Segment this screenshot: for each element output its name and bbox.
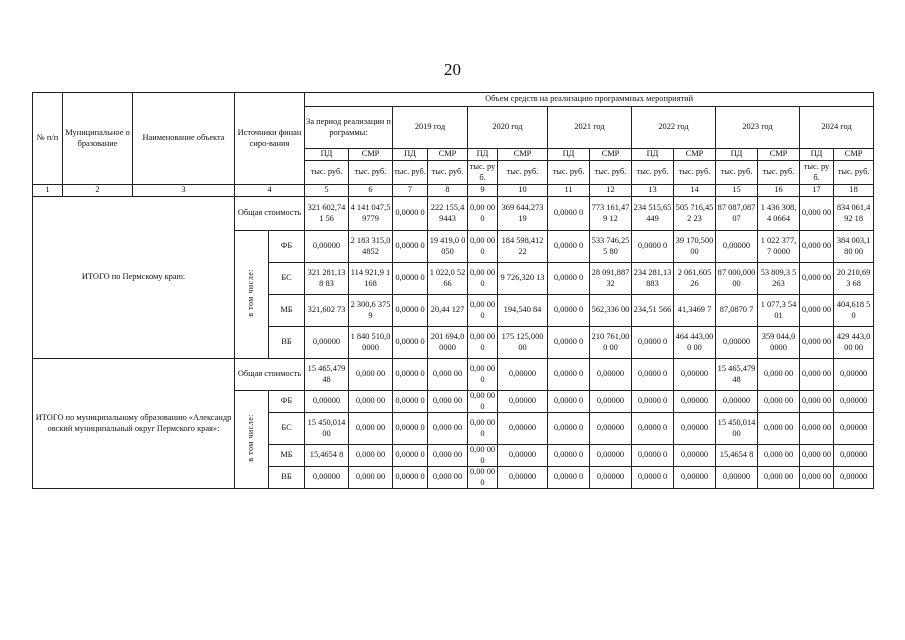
column-number: 7 [393, 185, 428, 197]
value-cell: 0,000 00 [758, 391, 800, 413]
value-cell: 0,00 000 [468, 295, 498, 327]
source-ВБ: ВБ [269, 467, 305, 489]
value-cell: 0,00000 [590, 467, 632, 489]
value-cell: 0,0000 0 [393, 359, 428, 391]
header-smr: СМР [428, 149, 468, 161]
value-cell: 19 419,0 0050 [428, 231, 468, 263]
column-number: 4 [235, 185, 305, 197]
value-cell: 429 443,000 00 [834, 327, 874, 359]
header-pd: ПД [716, 149, 758, 161]
header-smr: СМР [498, 149, 548, 161]
value-cell: 0,0000 0 [632, 359, 674, 391]
value-cell: 0,000 00 [800, 295, 834, 327]
value-cell: 0,0000 0 [393, 197, 428, 231]
value-cell: 0,000 00 [800, 327, 834, 359]
value-cell: 0,00000 [305, 467, 349, 489]
column-number: 11 [548, 185, 590, 197]
value-cell: 0,0000 0 [548, 231, 590, 263]
value-cell: 222 155,4 9443 [428, 197, 468, 231]
header-unit: тыс. руб. [590, 161, 632, 185]
table-row [33, 359, 874, 391]
value-cell: 0,00000 [716, 231, 758, 263]
value-cell: 1 022 377,7 0000 [758, 231, 800, 263]
value-cell: 773 161,479 12 [590, 197, 632, 231]
value-cell: 15,4654 8 [716, 445, 758, 467]
value-cell: 533 746,255 80 [590, 231, 632, 263]
value-cell: 15,4654 8 [305, 445, 349, 467]
value-cell: 384 003,180 00 [834, 231, 874, 263]
value-cell: 0,000 00 [349, 359, 393, 391]
value-cell: 0,00000 [716, 391, 758, 413]
value-cell: 834 061,492 18 [834, 197, 874, 231]
value-cell: 0,0000 0 [393, 231, 428, 263]
value-cell: 41,3469 7 [674, 295, 716, 327]
column-number: 1 [33, 185, 63, 197]
value-cell: 0,0000 0 [393, 445, 428, 467]
value-cell: 0,00000 [590, 391, 632, 413]
value-cell: 0,00 000 [468, 327, 498, 359]
value-cell: 321 602,741 56 [305, 197, 349, 231]
value-cell: 234 515,65 449 [632, 197, 674, 231]
value-cell: 0,00 000 [468, 231, 498, 263]
column-number: 12 [590, 185, 632, 197]
column-number: 18 [834, 185, 874, 197]
value-cell: 1 840 510,0 0000 [349, 327, 393, 359]
value-cell: 0,00000 [305, 391, 349, 413]
header-pd: ПД [305, 149, 349, 161]
value-cell: 0,00000 [498, 359, 548, 391]
value-cell: 0,00 000 [468, 359, 498, 391]
value-cell: 0,00000 [674, 445, 716, 467]
header-year-2023: 2023 год [716, 107, 800, 149]
value-cell: 369 644,273 19 [498, 197, 548, 231]
column-number: 13 [632, 185, 674, 197]
value-cell: 0,000 00 [800, 413, 834, 445]
header-unit: тыс. руб. [834, 161, 874, 185]
in-that-number-label [235, 391, 269, 489]
value-cell: 0,000 00 [349, 391, 393, 413]
table-row [33, 197, 874, 231]
value-cell: 0,00000 [674, 413, 716, 445]
header-unit: тыс. руб. [393, 161, 428, 185]
header-smr: СМР [758, 149, 800, 161]
header-smr: СМР [834, 149, 874, 161]
value-cell: 2 300,6 3759 [349, 295, 393, 327]
value-cell: 0,0000 0 [548, 359, 590, 391]
value-cell: 201 694,0 0000 [428, 327, 468, 359]
value-cell: 0,00 000 [468, 413, 498, 445]
value-cell: 0,0000 0 [632, 413, 674, 445]
value-cell: 0,000 00 [800, 231, 834, 263]
value-cell: 562,336 00 [590, 295, 632, 327]
header-unit: тыс. руб. [498, 161, 548, 185]
value-cell: 39 170,500 00 [674, 231, 716, 263]
source-БС: БС [269, 263, 305, 295]
value-cell: 0,000 00 [800, 263, 834, 295]
value-cell: 0,0000 0 [548, 413, 590, 445]
header-smr: СМР [674, 149, 716, 161]
header-pd: ПД [548, 149, 590, 161]
value-cell: 15 450,014 00 [716, 413, 758, 445]
value-cell: 0,00 000 [468, 197, 498, 231]
column-number: 9 [468, 185, 498, 197]
value-cell: 0,00 000 [468, 263, 498, 295]
value-cell: 321,602 73 [305, 295, 349, 327]
value-cell: 0,0000 0 [393, 467, 428, 489]
header-volume: Объем средств на реализацию программных мероприятий [305, 93, 874, 107]
header-pd: ПД [393, 149, 428, 161]
page-number: 20 [444, 60, 461, 79]
in-that-number-label [235, 231, 269, 359]
column-number: 8 [428, 185, 468, 197]
header-pd: ПД [800, 149, 834, 161]
header-year-2024: 2024 год [800, 107, 874, 149]
value-cell: 0,000 00 [428, 359, 468, 391]
header-pd: ПД [468, 149, 498, 161]
value-cell: 0,0000 0 [393, 327, 428, 359]
value-cell: 53 809,3 5263 [758, 263, 800, 295]
header-unit: тыс. руб. [758, 161, 800, 185]
value-cell: 1 022,0 5266 [428, 263, 468, 295]
header-unit: тыс. руб. [674, 161, 716, 185]
program-funding-table [32, 92, 874, 489]
header-pd: ПД [632, 149, 674, 161]
value-cell: 0,0000 0 [632, 231, 674, 263]
value-cell: 234,51 566 [632, 295, 674, 327]
value-cell: 0,0000 0 [632, 445, 674, 467]
header-smr: СМР [590, 149, 632, 161]
header-sources: Источники финансиро-вания [235, 93, 305, 185]
value-cell: 0,000 00 [349, 413, 393, 445]
value-cell: 2 061,605 26 [674, 263, 716, 295]
value-cell: 464 443,000 00 [674, 327, 716, 359]
value-cell: 0,000 00 [800, 197, 834, 231]
header-unit: тыс. руб. [468, 161, 498, 185]
value-cell: 321 281,138 83 [305, 263, 349, 295]
header-unit: тыс. руб. [632, 161, 674, 185]
source-total: Общая стоимость [235, 359, 305, 391]
value-cell: 0,0000 0 [393, 295, 428, 327]
value-cell: 0,000 00 [800, 467, 834, 489]
value-cell: 0,0000 0 [548, 467, 590, 489]
value-cell: 505 716,452 23 [674, 197, 716, 231]
column-number: 6 [349, 185, 393, 197]
source-МБ: МБ [269, 445, 305, 467]
header-unit: тыс. руб. [800, 161, 834, 185]
value-cell: 0,0000 0 [548, 295, 590, 327]
value-cell: 0,000 00 [800, 445, 834, 467]
value-cell: 0,000 00 [428, 391, 468, 413]
group-label: ИТОГО по муниципальному образованию «Александровский муниципальный округ Пермского края»: [33, 359, 235, 489]
value-cell: 0,000 00 [758, 413, 800, 445]
value-cell: 0,000 00 [800, 359, 834, 391]
in-that-number-text: в том числе: [246, 268, 256, 317]
column-number: 3 [133, 185, 235, 197]
value-cell: 0,0000 0 [548, 327, 590, 359]
value-cell: 114 921,9 1168 [349, 263, 393, 295]
source-total: Общая стоимость [235, 197, 305, 231]
value-cell: 0,00 000 [468, 445, 498, 467]
value-cell: 0,00000 [590, 359, 632, 391]
value-cell: 0,00000 [305, 231, 349, 263]
value-cell: 0,0000 0 [548, 391, 590, 413]
value-cell: 0,00000 [674, 467, 716, 489]
value-cell: 0,00000 [834, 413, 874, 445]
header-object: Наименование объекта [133, 93, 235, 185]
value-cell: 0,000 00 [428, 445, 468, 467]
header-unit: тыс. руб. [548, 161, 590, 185]
value-cell: 87,0870 7 [716, 295, 758, 327]
value-cell: 0,0000 0 [548, 197, 590, 231]
value-cell: 87 000,000 00 [716, 263, 758, 295]
header-num: № п/п [33, 93, 63, 185]
in-that-number-text: в том числе: [246, 413, 256, 462]
column-number: 5 [305, 185, 349, 197]
value-cell: 28 091,887 32 [590, 263, 632, 295]
header-unit: тыс. руб. [716, 161, 758, 185]
value-cell: 0,00000 [834, 391, 874, 413]
value-cell: 194,540 84 [498, 295, 548, 327]
source-ФБ: ФБ [269, 231, 305, 263]
value-cell: 0,0000 0 [632, 391, 674, 413]
value-cell: 0,0000 0 [393, 391, 428, 413]
source-МБ: МБ [269, 295, 305, 327]
header-unit: тыс. руб. [349, 161, 393, 185]
column-number: 17 [800, 185, 834, 197]
value-cell: 15 465,479 48 [716, 359, 758, 391]
value-cell: 0,00000 [498, 445, 548, 467]
header-year-2021: 2021 год [548, 107, 632, 149]
column-number: 10 [498, 185, 548, 197]
value-cell: 0,00 000 [468, 467, 498, 489]
value-cell: 404,618 50 [834, 295, 874, 327]
value-cell: 0,000 00 [428, 413, 468, 445]
value-cell: 20,44 127 [428, 295, 468, 327]
group-label: ИТОГО по Пермскому краю: [33, 197, 235, 359]
value-cell: 0,00000 [590, 445, 632, 467]
value-cell: 0,00000 [834, 445, 874, 467]
value-cell: 1 436 308,4 0664 [758, 197, 800, 231]
value-cell: 0,00000 [590, 413, 632, 445]
value-cell: 0,00000 [834, 359, 874, 391]
value-cell: 0,0000 0 [632, 467, 674, 489]
value-cell: 0,000 00 [349, 467, 393, 489]
value-cell: 0,00000 [305, 327, 349, 359]
header-period: За период реализации программы: [305, 107, 393, 149]
value-cell: 0,00000 [498, 391, 548, 413]
value-cell: 0,0000 0 [548, 445, 590, 467]
value-cell: 0,000 00 [758, 359, 800, 391]
value-cell: 15 465,479 48 [305, 359, 349, 391]
value-cell: 0,000 00 [758, 467, 800, 489]
header-unit: тыс. руб. [305, 161, 349, 185]
column-number: 15 [716, 185, 758, 197]
value-cell: 0,000 00 [800, 391, 834, 413]
source-ФБ: ФБ [269, 391, 305, 413]
value-cell: 0,00000 [498, 467, 548, 489]
value-cell: 0,0000 0 [548, 263, 590, 295]
value-cell: 15 450,014 00 [305, 413, 349, 445]
value-cell: 0,00000 [674, 359, 716, 391]
value-cell: 0,00000 [716, 327, 758, 359]
header-year-2019: 2019 год [393, 107, 468, 149]
value-cell: 359 044,0 0000 [758, 327, 800, 359]
value-cell: 87 087,087 07 [716, 197, 758, 231]
value-cell: 0,0000 0 [393, 263, 428, 295]
header-smr: СМР [349, 149, 393, 161]
header-year-2022: 2022 год [632, 107, 716, 149]
value-cell: 0,00000 [834, 467, 874, 489]
header-municipality: Муниципальное образование [63, 93, 133, 185]
value-cell: 0,0000 0 [632, 327, 674, 359]
header-unit: тыс. руб. [428, 161, 468, 185]
header-year-2020: 2020 год [468, 107, 548, 149]
column-number: 2 [63, 185, 133, 197]
value-cell: 0,000 00 [758, 445, 800, 467]
value-cell: 4 141 047,5 9779 [349, 197, 393, 231]
value-cell: 175 125,000 00 [498, 327, 548, 359]
value-cell: 0,000 00 [428, 467, 468, 489]
value-cell: 0,00000 [498, 413, 548, 445]
value-cell: 0,0000 0 [393, 413, 428, 445]
value-cell: 234 281,13 883 [632, 263, 674, 295]
value-cell: 210 761,000 00 [590, 327, 632, 359]
value-cell: 2 183 315,0 4852 [349, 231, 393, 263]
value-cell: 0,00000 [674, 391, 716, 413]
value-cell: 0,00 000 [468, 391, 498, 413]
value-cell: 0,000 00 [349, 445, 393, 467]
value-cell: 0,00000 [716, 467, 758, 489]
column-number: 16 [758, 185, 800, 197]
source-ВБ: ВБ [269, 327, 305, 359]
value-cell: 184 598,412 22 [498, 231, 548, 263]
value-cell: 1 077,3 5401 [758, 295, 800, 327]
column-number: 14 [674, 185, 716, 197]
source-БС: БС [269, 413, 305, 445]
value-cell: 9 726,320 13 [498, 263, 548, 295]
value-cell: 20 210,693 68 [834, 263, 874, 295]
